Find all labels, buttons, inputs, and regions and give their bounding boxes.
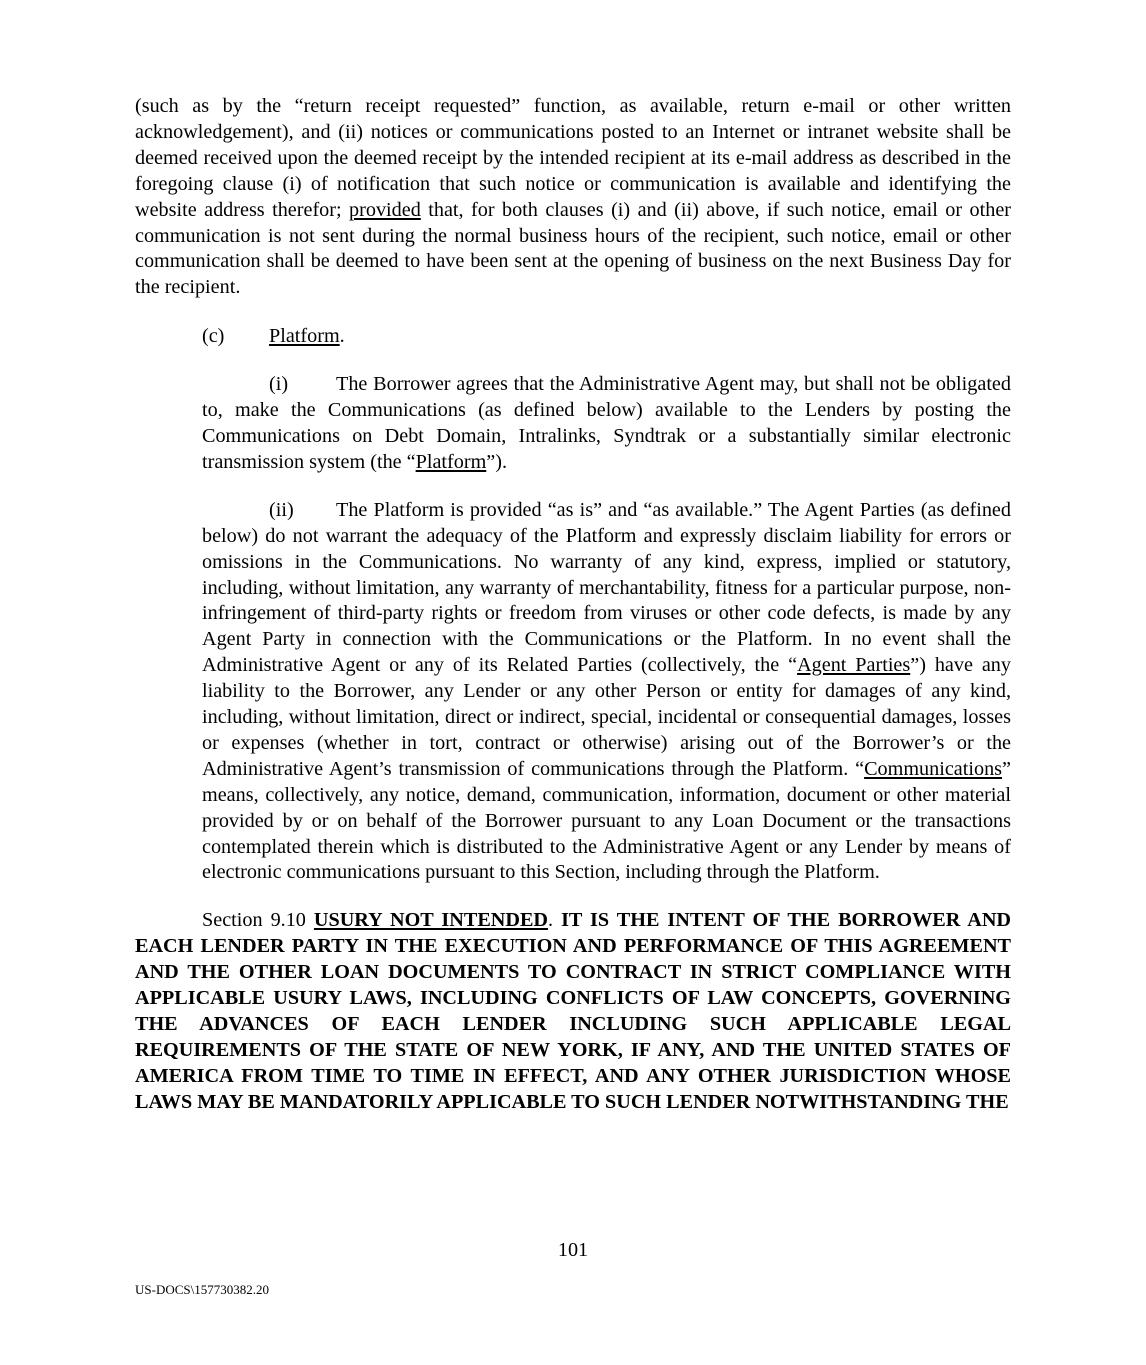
section-9-10-title: USURY NOT INTENDED: [313, 909, 548, 932]
subsection-text: ” means, collectively, any notice, demand, communication, information, document or other material provided by or on behalf of the Borrower pursuant to any Loan Document or the transactions contemplated therein which is distributed to the Administrative Agent or any Lender by means of electronic communications pursuant to this Section, including through the Platform.: [202, 757, 1011, 884]
section-9-10-period: .: [548, 909, 554, 932]
section-9-10-text: IT IS THE INTENT OF THE BORROWER AND EACH LENDER PARTY IN THE EXECUTION AND PERFORMANCE OF THIS AGREEMENT AND THE OTHER LOAN DOCUMENTS TO CONTRACT IN STRICT COMPLIANCE WITH APPLICABLE USURY LAWS, INCLUDING CONFLICTS OF LAW CONCEPTS, GOVERNING THE ADVANCES OF EACH LENDER INCLUDING SUCH APPLICABLE LEGAL REQUIREMENTS OF THE STATE OF NEW YORK, IF ANY, AND THE UNITED STATES OF AMERICA FROM TIME TO TIME IN EFFECT, AND ANY OTHER JURISDICTION WHOSE LAWS MAY BE MANDATORILY APPLICABLE TO SUCH LENDER NOTWITHSTANDING THE: [135, 909, 1011, 1113]
section-9-10: [135, 908, 1011, 1115]
agent-parties-term: Agent Parties: [797, 654, 911, 677]
section-c-period: .: [339, 325, 345, 348]
subsection-i-number: (i): [269, 373, 289, 396]
section-c-number: (c): [202, 325, 225, 348]
paragraph-notice-receipt: [135, 94, 1011, 301]
subsection-ii-number: (ii): [269, 498, 294, 521]
paragraph-text: that, for both clauses (i) and (ii) above, if such notice, email or other communication is not sent during the normal business hours of the recipient, such notice, email or other communication shall be deemed to have been sent at the opening of business on the next Business Day for the recipient.: [135, 198, 1012, 299]
section-c-title: Platform: [269, 325, 340, 348]
document-id: US-DOCS\157730382.20: [135, 1282, 269, 1297]
communications-term: Communications: [864, 757, 1003, 780]
subsection-text: ”) have any liability to the Borrower, any Lender or any other Person or entity for damages of any kind, including, without limitation, direct or indirect, special, incidental or consequential damages, losses or expenses (whether in tort, contract or otherwise) arising out of the Borrower’s or the Administrative Agent’s transmission of communications through the Platform. “: [202, 654, 1011, 780]
page-number: 101: [557, 1239, 589, 1261]
subsection-text: The Platform is provided “as is” and “as available.” The Agent Parties (as defined below) do not warrant the adequacy of the Platform and expressly disclaim liability for errors or omissions in the Communications. No warranty of any kind, express, implied or statutory, including, without limitation, any warranty of merchantability, fitness for a particular purpose, non-infringement of third-party rights or freedom from viruses or other code defects, is made by any Agent Party in connection with the Communications or the Platform. In no event shall the Administrative Agent or any of its Related Parties (collectively, the “: [202, 498, 1011, 677]
document-page: [135, 94, 1011, 1116]
subsection-text: ”).: [486, 450, 508, 473]
section-c-heading: [202, 324, 1011, 350]
platform-term: Platform: [415, 450, 487, 473]
subsection-i: [202, 372, 1011, 476]
subsection-text: The Borrower agrees that the Administrative Agent may, but shall not be obligated to, make the Communications (as defined below) available to the Lenders by posting the Communications on Debt Domain, Intralinks, Syndtrak or a substantially similar electronic transmission system (the “: [202, 373, 1011, 473]
subsection-ii: [202, 498, 1011, 887]
section-9-10-label: Section 9.10: [202, 909, 314, 932]
provided-term: provided: [349, 198, 421, 221]
paragraph-text: (such as by the “return receipt requested” function, as available, return e-mail or other written acknowledgement), and (ii) notices or communications posted to an Internet or intranet website shall be deemed received upon the deemed receipt by the intended recipient at its e-mail address as described in the foregoing clause (i) of notification that such notice or communication is available and identifying the website address therefor;: [135, 95, 1011, 221]
